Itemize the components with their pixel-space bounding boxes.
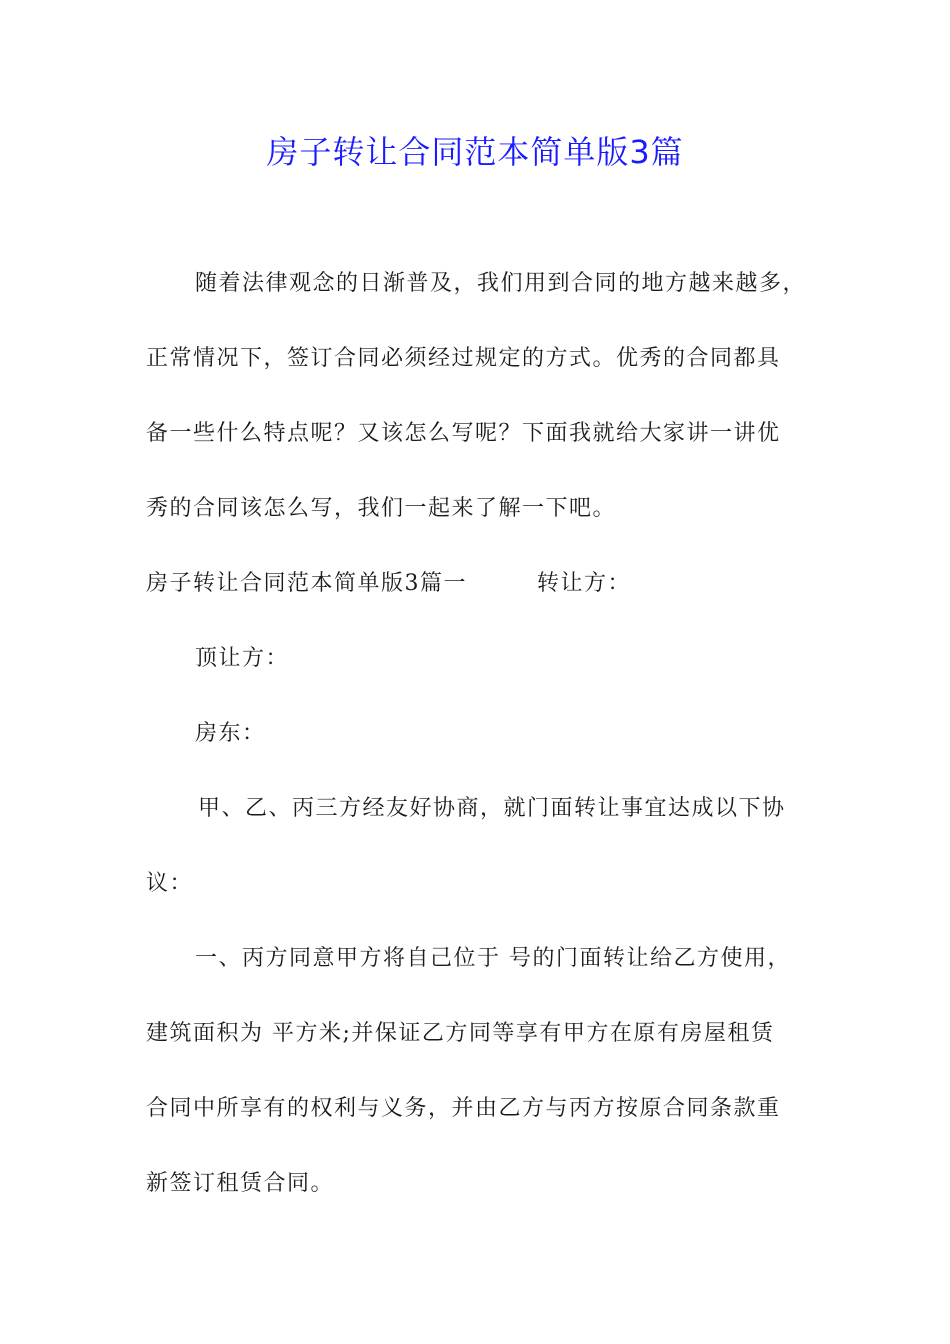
clause1-line-4: 新签订租赁合同。 — [146, 1171, 335, 1196]
landlord-label: 房东： — [195, 721, 266, 746]
section-heading-line — [146, 568, 631, 600]
intro-line-2: 正常情况下，签订合同必须经过规定的方式。优秀的合同都具 — [146, 346, 781, 371]
clause1-line-3: 合同中所享有的权利与义务，并由乙方与丙方按原合同条款重 — [146, 1096, 781, 1121]
section-heading: 房子转让合同范本简单版3篇一 — [146, 571, 467, 596]
transferor-label: 转让方： — [537, 571, 632, 596]
assignee-label: 顶让方： — [195, 646, 290, 671]
intro-line-3: 备一些什么特点呢？又该怎么写呢？下面我就给大家讲一讲优 — [146, 421, 781, 446]
intro-line-1: 随着法律观念的日渐普及，我们用到合同的地方越来越多， — [195, 271, 807, 296]
document-title: 房子转让合同范本简单版3篇 — [266, 133, 684, 171]
clause1-line-1: 一、丙方同意甲方将自己位于 号的门面转让给乙方使用， — [195, 946, 791, 971]
clause1-line-2: 建筑面积为 平方米;并保证乙方同等享有甲方在原有房屋租赁 — [146, 1021, 775, 1046]
intro-line-4: 秀的合同该怎么写，我们一起来了解一下吧。 — [146, 496, 617, 521]
agreement-line-2: 议： — [146, 871, 194, 896]
agreement-line-1: 甲、乙、丙三方经友好协商，就门面转让事宜达成以下协 — [198, 796, 786, 821]
